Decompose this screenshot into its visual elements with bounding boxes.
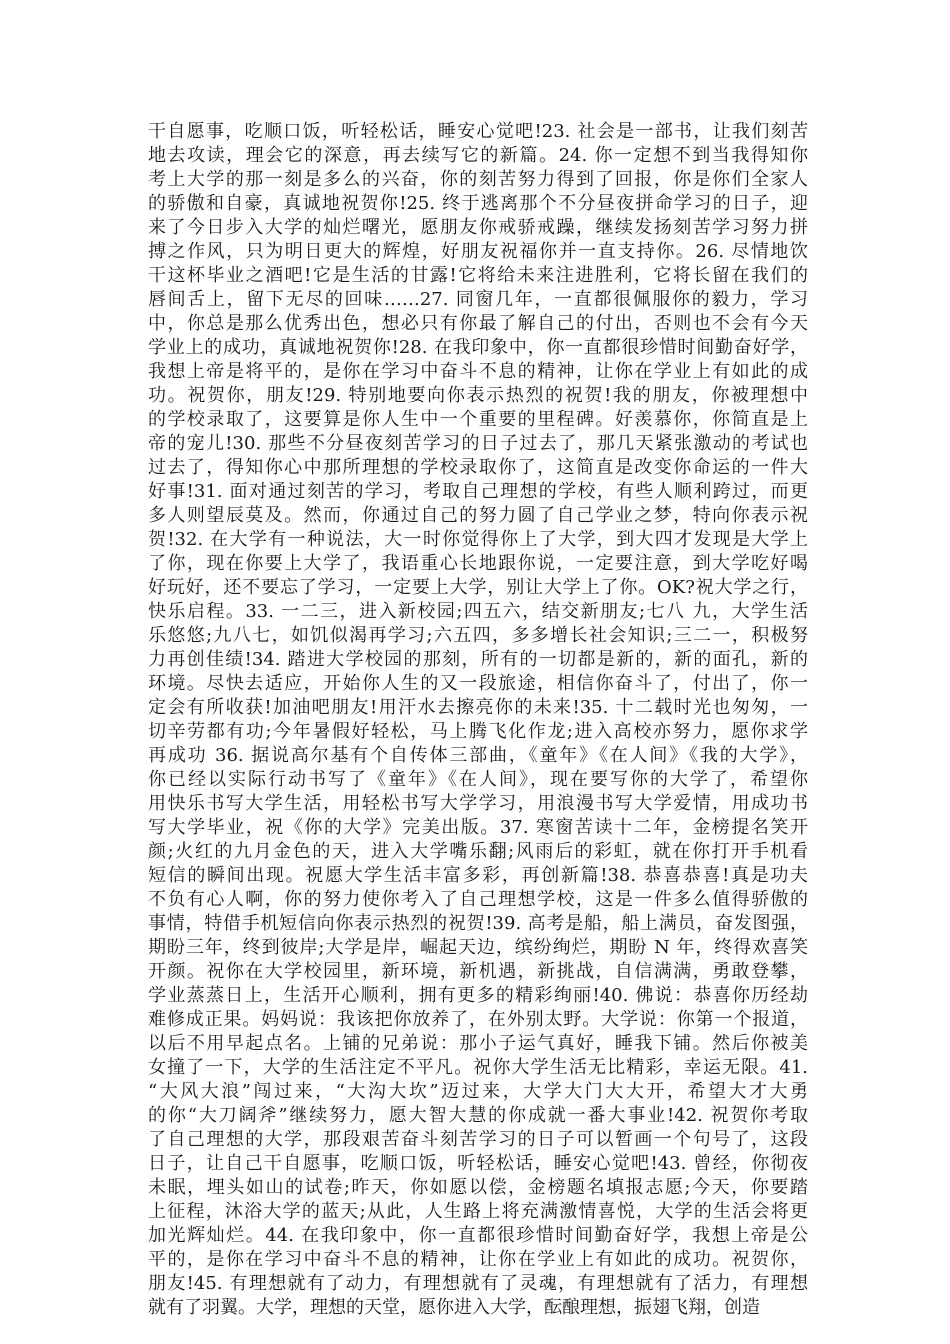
text-line: 开颜。祝你在大学校园里，新环境，新机遇，新挑战，自信满满，勇敢登攀， xyxy=(148,961,808,982)
text-line: 我想上帝是将平的，是你在学习中奋斗不息的精神，让你在学业上有如此的成 xyxy=(148,361,808,382)
text-line: 再成功 36. 据说高尔基有个自传体三部曲，《童年》《在人间》《我的大学》， xyxy=(148,745,808,766)
text-line: 过去了，得知你心中那所理想的学校录取你了，这简直是改变你命运的一件大 xyxy=(148,457,808,478)
text-line: 定会有所收获!加油吧朋友!用汗水去擦亮你的未来!35. 十二载时光也匆匆，一 xyxy=(148,697,808,718)
text-line: 难修成正果。妈妈说：我该把你放养了，在外别太野。大学说：你第一个报道， xyxy=(148,1009,808,1030)
text-line: 功。祝贺你，朋友!29. 特别地要向你表示热烈的祝贺!我的朋友，你被理想中 xyxy=(148,385,808,406)
text-line: 女撞了一下，大学的生活注定不平凡。祝你大学生活无比精彩，幸运无限。41. xyxy=(148,1057,808,1078)
text-line: 颜;火红的九月金色的天，进入大学嘴乐翻;风雨后的彩虹，就在你打开手机看 xyxy=(148,841,808,862)
text-line: 的骄傲和自豪，真诚地祝贺你!25. 终于逃离那个不分昼夜拼命学习的日子，迎 xyxy=(148,193,808,214)
text-line: 的学校录取了，这要算是你人生中一个重要的里程碑。好羡慕你，你简直是上 xyxy=(148,409,808,430)
text-line: 干这杯毕业之酒吧!它是生活的甘露!它将给未来注进胜利，它将长留在我们的 xyxy=(148,265,808,286)
text-line: 了自己理想的大学，那段艰苦奋斗刻苦学习的日子可以暂画一个句号了，这段 xyxy=(148,1129,808,1150)
text-line: 好玩好，还不要忘了学习，一定要上大学，别让大学上了你。OK?祝大学之行， xyxy=(148,577,808,598)
text-line: 你已经以实际行动书写了《童年》《在人间》，现在要写你的大学了，希望你 xyxy=(148,769,808,790)
text-line: 好事!31. 面对通过刻苦的学习，考取自己理想的学校，有些人顺利跨过，而更 xyxy=(148,481,808,502)
text-line: 干自愿事，吃顺口饭，听轻松话，睡安心觉吧!23. 社会是一部书，让我们刻苦 xyxy=(148,121,808,142)
text-line: 环境。尽快去适应，开始你人生的又一段旅途，相信你奋斗了，付出了，你一 xyxy=(148,673,808,694)
text-line: 乐悠悠;九八七，如饥似渴再学习;六五四，多多增长社会知识;三二一，积极努 xyxy=(148,625,808,646)
text-line: 地去攻读，理会它的深意，再去续写它的新篇。24. 你一定想不到当我得知你 xyxy=(148,145,808,166)
text-line: 切辛劳都有功;今年暑假好轻松，马上腾飞化作龙;进入高校亦努力，愿你求学 xyxy=(148,721,808,742)
text-line: 了你，现在你要上大学了，我语重心长地跟你说，一定要注意，到大学吃好喝 xyxy=(148,553,808,574)
text-line: 快乐启程。33. 一二三，进入新校园;四五六，结交新朋友;七八 九，大学生活 xyxy=(148,601,808,622)
text-line: 唇间舌上，留下无尽的回味……27. 同窗几年，一直都很佩服你的毅力，学习 xyxy=(148,289,808,310)
text-line: 未眠，埋头如山的试卷;昨天，你如愿以偿，金榜题名填报志愿;今天，你要踏 xyxy=(148,1177,808,1198)
text-line: 学业上的成功，真诚地祝贺你!28. 在我印象中，你一直都很珍惜时间勤奋好学， xyxy=(148,337,808,358)
text-line: 中，你总是那么优秀出色，想必只有你最了解自己的付出，否则也不会有今天 xyxy=(148,313,808,334)
text-line: 写大学毕业，祝《你的大学》完美出版。37. 寒窗苦读十二年，金榜提名笑开 xyxy=(148,817,808,838)
text-line: 上征程，沐浴大学的蓝天;从此，人生路上将充满激情喜悦，大学的生活会将更 xyxy=(148,1201,808,1222)
text-line: 以后不用早起点名。上铺的兄弟说：那小子运气真好，睡我下铺。然后你被美 xyxy=(148,1033,808,1054)
text-line: 力再创佳绩!34. 踏进大学校园的那刻，所有的一切都是新的，新的面孔，新的 xyxy=(148,649,808,670)
text-line: 平的，是你在学习中奋斗不息的精神，让你在学业上有如此的成功。祝贺你， xyxy=(148,1249,808,1270)
text-line: 短信的瞬间出现。祝愿大学生活丰富多彩，再创新篇!38. 恭喜恭喜!真是功夫 xyxy=(148,865,808,886)
text-line: 事情，特借手机短信向你表示热烈的祝贺!39. 高考是船，船上满员，奋发图强， xyxy=(148,913,808,934)
text-line: 朋友!45. 有理想就有了动力，有理想就有了灵魂，有理想就有了活力，有理想 xyxy=(148,1273,808,1294)
text-line: 日子，让自己干自愿事，吃顺口饭，听轻松话，睡安心觉吧!43. 曾经，你彻夜 xyxy=(148,1153,808,1174)
text-line: 帝的宠儿!30. 那些不分昼夜刻苦学习的日子过去了，那几天紧张激动的考试也 xyxy=(148,433,808,454)
text-line: 来了今日步入大学的灿烂曙光，愿朋友你戒骄戒躁，继续发扬刻苦学习努力拼 xyxy=(148,217,808,238)
text-line: 考上大学的那一刻是多么的兴奋，你的刻苦努力得到了回报，你是你们全家人 xyxy=(148,169,808,190)
text-line: 搏之作风，只为明日更大的辉煌，好朋友祝福你并一直支持你。26. 尽情地饮 xyxy=(148,241,808,262)
text-line: 就有了羽翼。大学，理想的天堂，愿你进入大学，酝酿理想，振翅飞翔，创造 xyxy=(148,1297,760,1318)
text-line: 加光辉灿烂。44. 在我印象中，你一直都很珍惜时间勤奋好学，我想上帝是公 xyxy=(148,1225,808,1246)
text-line: 贺!32. 在大学有一种说法，大一时你觉得你上了大学，到大四才发现是大学上 xyxy=(148,529,808,550)
text-line: 期盼三年，终到彼岸;大学是岸，崛起天边，缤纷绚烂，期盼 N 年，终得欢喜笑 xyxy=(148,937,808,958)
text-line: 用快乐书写大学生活，用轻松书写大学学习，用浪漫书写大学爱情，用成功书 xyxy=(148,793,808,814)
text-line: “大风大浪”闯过来，“大沟大坎”迈过来，大学大门大大开，希望大才大勇 xyxy=(148,1081,808,1102)
text-line: 不负有心人啊，你的努力使你考入了自己理想学校，这是一件多么值得骄傲的 xyxy=(148,889,808,910)
body-text xyxy=(148,120,808,1320)
text-line: 的你“大刀阔斧”继续努力，愿大智大慧的你成就一番大事业!42. 祝贺你考取 xyxy=(148,1105,808,1126)
text-line: 多人则望辰莫及。然而，你通过自己的努力圆了自己学业之梦，特向你表示祝 xyxy=(148,505,808,526)
text-line: 学业蒸蒸日上，生活开心顺利，拥有更多的精彩绚丽!40. 佛说：恭喜你历经劫 xyxy=(148,985,808,1006)
